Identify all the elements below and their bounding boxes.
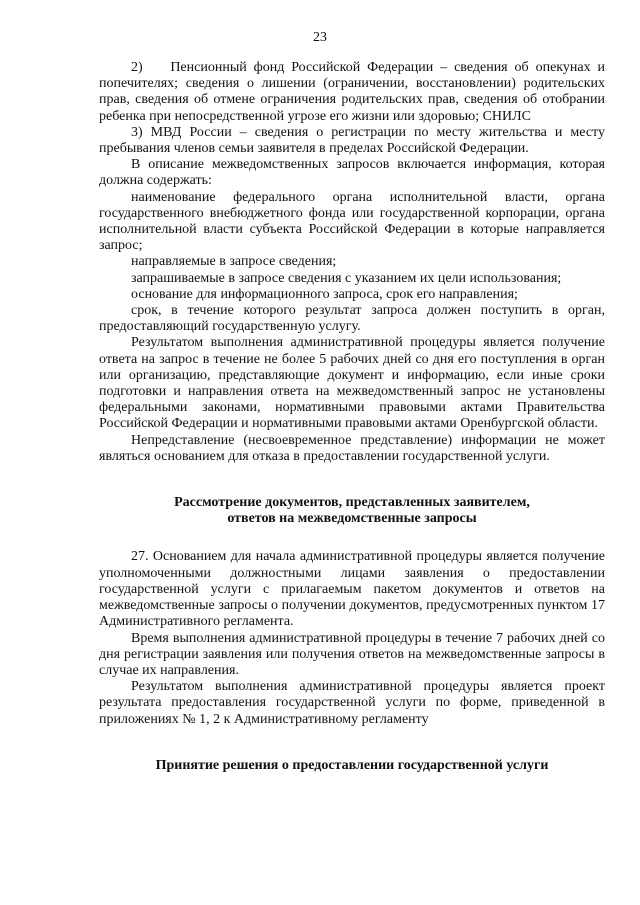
paragraph-response-deadline: срок, в течение которого результат запроса должен поступить в орган, предоставляющий государственную услугу. bbox=[99, 303, 605, 335]
section-heading-review bbox=[99, 495, 605, 527]
paragraph-non-submission: Непредставление (несвоевременное представление) информации не может являться основанием для отказа в предоставлении государственной услуги. bbox=[99, 432, 605, 464]
paragraph-request-description: В описание межведомственных запросов включается информация, которая должна содержать: bbox=[99, 157, 605, 189]
paragraph-request-basis: основание для информационного запроса, срок его направления; bbox=[131, 286, 518, 302]
paragraph-sent-info: направляемые в запросе сведения; bbox=[131, 254, 337, 270]
paragraph-draft-result: Результатом выполнения административной процедуры является проект результата предоставления государственной услуги по форме, приведенной в приложениях № 1, 2 к Административному регламенту bbox=[99, 679, 605, 727]
paragraph-authority-name: наименование федерального органа исполнительной власти, органа государственного внебюджетного фонда или государственной корпорации, органа исполнительной власти субъекта Российской Федерации в которые направляется запрос; bbox=[99, 189, 605, 254]
paragraph-27-basis: 27. Основанием для начала административной процедуры является получение уполномоченными должностными лицами заявления о предоставлении государственной услуги с прилагаемым пакетом документов и ответов на межведомственные запросы о получении документов, предусмотренных пунктом 17 Административного регламента. bbox=[99, 549, 605, 630]
paragraph-execution-time: Время выполнения административной процедуры в течение 7 рабочих дней со дня регистрации заявления или получения ответов на межведомственные запросы в случае их направления. bbox=[99, 630, 605, 678]
paragraph-procedure-result: Результатом выполнения административной процедуры является получение ответа на запрос в течение не более 5 рабочих дней со дня его поступления в орган или организацию, представляющие документ и информацию, если иные сроки подготовки и направления ответа на межведомственный запрос не установлены федеральными законами, нормативными правовыми актами Правительства Российской Федерации и нормативными правовыми актами Оренбургской области. bbox=[99, 335, 605, 432]
page-number: 23 bbox=[313, 30, 327, 45]
section-heading-review-line2: ответов на межведомственные запросы bbox=[227, 511, 477, 527]
document-body bbox=[99, 60, 605, 796]
paragraph-pension-fund: 2) Пенсионный фонд Российской Федерации – сведения об опекунах и попечителях; сведения о лишении (ограничении, восстановлении) родительских прав, сведения об отмене ограничения родительских прав, сведения об отобрании ребенка при непосредственной угрозе его жизни или здоровью; СНИЛС bbox=[99, 60, 605, 124]
section-heading-review-line1: Рассмотрение документов, представленных заявителем, bbox=[174, 495, 530, 511]
paragraph-mvd: 3) МВД России – сведения о регистрации по месту жительства и месту пребывания членов семьи заявителя в пределах Российской Федерации. bbox=[99, 124, 605, 157]
section-heading-decision: Принятие решения о предоставлении государственной услуги bbox=[155, 757, 549, 773]
paragraph-requested-info: запрашиваемые в запросе сведения с указанием их цели использования; bbox=[131, 270, 562, 286]
